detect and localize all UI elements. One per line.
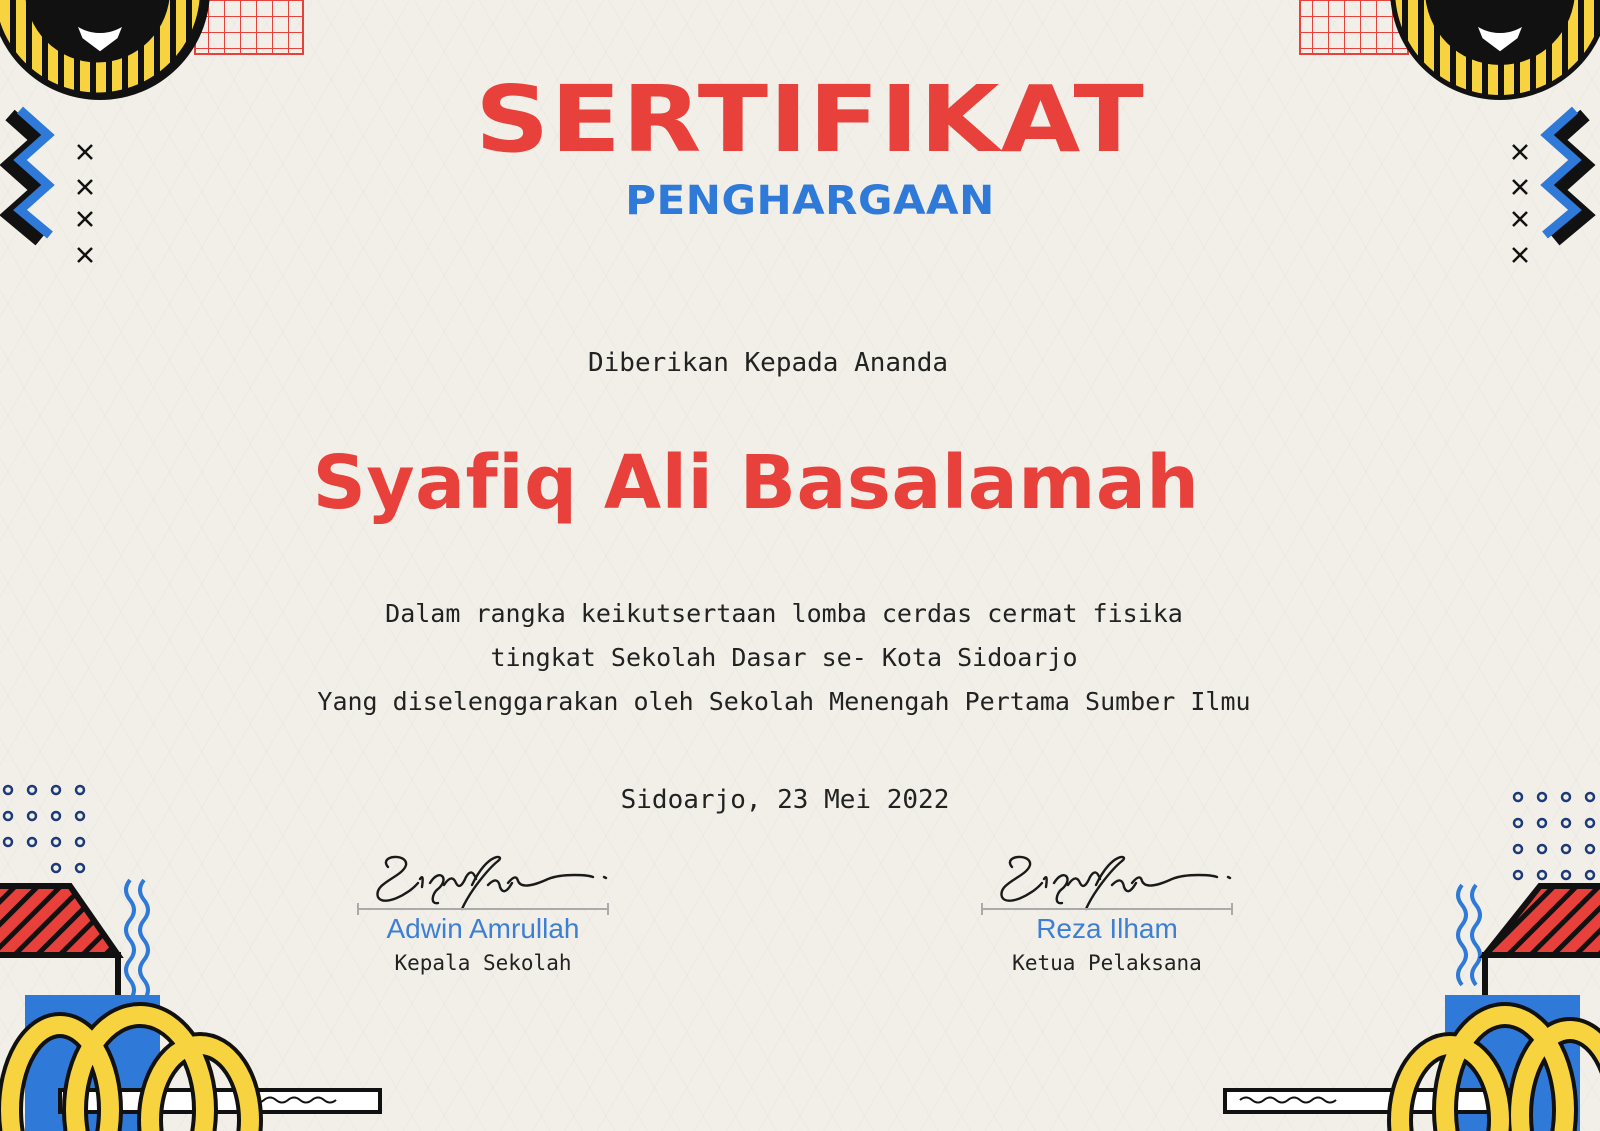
bottom-left-decoration: [0, 786, 380, 1131]
signature-block-right: [957, 845, 1257, 975]
signatory-role: Kepala Sekolah: [394, 951, 572, 975]
description-line: Dalam rangka keikutsertaan lomba cerdas cermat fisika: [385, 599, 1183, 628]
certificate-subtitle: PENGHARGAAN: [625, 178, 995, 224]
signature-block-left: [333, 845, 633, 975]
signatory-role: Ketua Pelaksana: [1012, 951, 1202, 975]
recipient-name: Syafiq Ali Basalamah: [312, 440, 1200, 526]
certificate-title: SERTIFIKAT: [475, 66, 1145, 173]
place-and-date: Sidoarjo, 23 Mei 2022: [620, 785, 950, 815]
signatory-name: Adwin Amrullah: [386, 913, 580, 944]
presented-to-label: Diberikan Kepada Ananda: [587, 348, 949, 378]
description-line: tingkat Sekolah Dasar se- Kota Sidoarjo: [490, 643, 1078, 672]
certificate-description: [0, 592, 1584, 724]
signatory-name: Reza Ilham: [1036, 913, 1178, 944]
signature-image: [972, 845, 1242, 915]
description-line: Yang diselenggarakan oleh Sekolah Menengah Pertama Sumber Ilmu: [317, 687, 1251, 716]
bottom-right-decoration: [1225, 793, 1600, 1131]
signature-image: [348, 845, 618, 915]
